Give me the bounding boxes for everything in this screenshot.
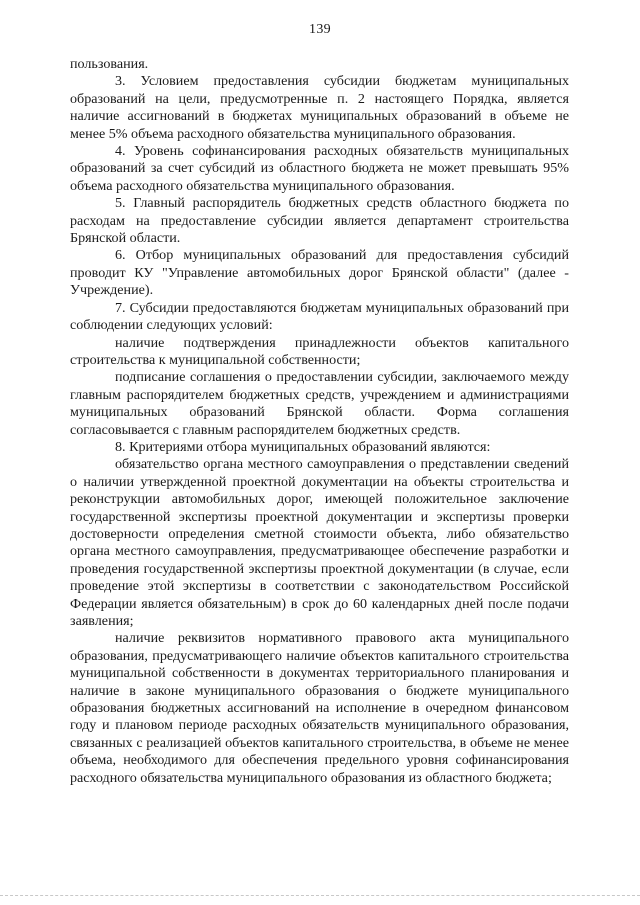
paragraph-continuation: пользования. (70, 56, 149, 72)
paragraph-item-8: 8. Критериями отбора муниципальных образований являются: (115, 438, 491, 455)
page-number: 139 (309, 22, 331, 37)
document-body (70, 56, 569, 787)
paragraph-condition-ownership: наличие подтверждения принадлежности объектов капитального строительства к муниципальной собственности; (70, 334, 569, 368)
footer-divider (0, 895, 640, 896)
paragraph-item-6: 6. Отбор муниципальных образований для предоставления субсидий проводит КУ "Управление автомобильных дорог Брянской области" (далее - Учреждение). (70, 247, 569, 299)
paragraph-item-4: 4. Уровень софинансирования расходных обязательств муниципальных образований за счет субсидий из областного бюджета не может превышать 95% объема расходного обязательства муниципального образования. (70, 143, 569, 194)
paragraph-item-3: 3. Условием предоставления субсидии бюджетам муниципальных образований на цели, предусмотренные п. 2 настоящего Порядка, является наличие ассигнований в бюджетах муниципальных образований в объеме не менее 5% объема расходного обязательства муниципального образования. (70, 73, 569, 142)
paragraph-item-7: 7. Субсидии предоставляются бюджетам муниципальных образований при соблюдении следующих условий: (70, 299, 569, 334)
paragraph-condition-agreement: подписание соглашения о предоставлении субсидии, заключаемого между главным распорядителем бюджетных средств, учреждением и администрациями муниципальных образований Брянской области. Форма соглашения согласовывается с главным распорядителем бюджетных средств. (70, 369, 569, 438)
paragraph-item-5: 5. Главный распорядитель бюджетных средств областного бюджета по расходам на предоставление субсидии является департамент строительства Брянской области. (70, 195, 569, 247)
paragraph-criterion-legal-act: наличие реквизитов нормативного правового акта муниципального образования, предусматривающего наличие объектов капитального строительства муниципальной собственности в документах территориального планирования и наличие в законе муниципального образования о бюджете муниципального образования бюджетных ассигнований на исполнение в очередном финансовом году и плановом периоде расходных обязательств муниципального образования, связанных с реализацией объектов капитального строительства, в объеме не менее объема, необходимого для обеспечения предельного уровня софинансирования расходного обязательства муниципального образования из областного бюджета; (70, 630, 569, 786)
paragraph-criterion-documentation: обязательство органа местного самоуправления о представлении сведений о наличии утвержденной проектной документации на объекты строительства и реконструкции автомобильных дорог, имеющей положительное заключение государственной экспертизы проектной документации и экспертизы проверки достоверности определения сметной стоимости объекта, либо обязательство органа местного самоуправления, предусматривающее обеспечение разработки и проведения государственной экспертизы проектной документации (в случае, если проведение этой экспертизы в соответствии с законодательством Российской Федерации является обязательным) в срок до 60 календарных дней после подачи заявления; (70, 456, 569, 629)
